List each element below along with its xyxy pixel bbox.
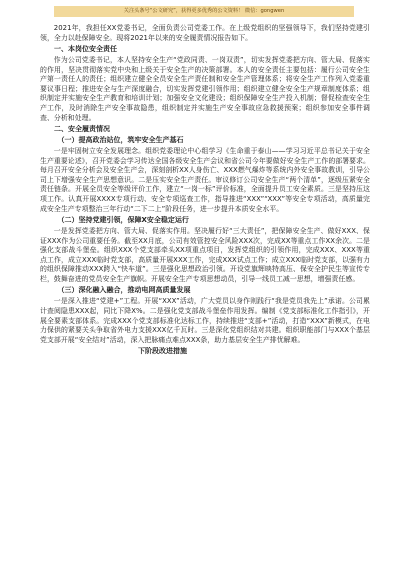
intro-paragraph: 2021年，我担任XX党委书记，全面负责公司党委工作。在上级党组织的坚强领导下，我们坚持党建引领，全力以赴保障安全。现将2021年以来的安全履责情况报告如下。 xyxy=(40,24,370,42)
body-paragraph: 一是发挥党委把方向、管大局、促落实作用。坚决履行好“三大责任”，把保障安全生产、做好XXX、保证XXX作为公司重要任务。截至XX月底，公司有效管控安全风险XXX次，完成XX等重点工作XX余次。二是强化支部战斗堡垒。组织XXX个党支部牵头XX项重点项目，发挥党组织的引领作用，完成XXX、XXX等重点工作，成立XXX临时党支部，高质量开展XXX工作，完成XXX试点工作；成立XXX临时党支部，以强有力的组织保障推动XXX跨入“快车道”。三是强化思想政治引领。开设党旗辉映特高压、保安全护民生等宣传专栏，鼓舞奋进的党员安全生产旗帜。开展安全生产专项思想动员，引导一线员工减一思想，增强责任感。 xyxy=(40,227,370,283)
body-paragraph: 一是牢固树立安全发展理念。组织党委理论中心组学习《生命重于泰山——学习习近平总书记关于安全生产重要论述》，召开党委会学习传达全国各级安全生产会议和省公司今年要做好安全生产工作的部署要求。每月召开安全分析会及安全生产会，深刻剖析XX人身伤亡、XXX燃气爆炸等系统内外安全事故教训，引导公司上下增强安全生产思想意识。二是压实安全生产责任。审议修订公司安全生产“两个清单”，逐级压紧安全责任链条。开展全员安全等级评价工作，建立“一岗一标”评价标准，全面提升员工安全素质。三是坚持压这项工作。认真开展XXXX专项行动、安全专项巡查工作，指导推进“XXX”“XXX”等安全专项活动，高质量完成安全生产专项整治三年行动“二下二上”阶段任务，进一步提升本质安全水平。 xyxy=(40,147,370,213)
body-paragraph: 一是深入推进“党建+”工程。开展“XXX”活动，广大党员以身作则践行“我是党员我先上”承诺。公司累计查阅隐患XXX起，同比下降X%。二是强化党支部战斗堡垒作用发挥。编制《党支部标准化工作指引》，开展全要素支部体系。完成XXX个党支部标准化达标工作，持续推进“支部+”活动，打造“XXX”新模式，在电力保供的紧要关头争取省外电力支援XXX亿千瓦时。三是深化党组织结对共建。组织职能部门与XXX个基层党支部开展“安全结对”活动，深入把脉痛点难点XXX条，助力基层安全生产排忧解难。 xyxy=(40,297,370,344)
section-heading-responsibility: 一、本岗位安全责任 xyxy=(54,44,117,53)
subsection-heading-integration: （三）深化融入融合，推动电网高质量发展 xyxy=(57,286,191,295)
document-body xyxy=(40,24,370,358)
body-paragraph: 作为公司党委书记，本人坚持安全生产“党政同责、一岗双责”，切实发挥党委把方向、管大局、促落实的作用，坚决贯彻落实党中央和上级关于安全生产的决策部署。本人的安全责任主要包括：履行公司安全生产第一责任人的责任；组织建立健全全员安全生产责任制和安全生产管理体系；将安全生产工作列入党委重要议事日程；推进安全与生产深度融合，切实发挥党建引领作用；组织建立健全安全生产规章制度体系；组织制定并实施安全生产教育和培训计划；加强安全文化建设；组织保障安全生产投入机制；督促检查安全生产工作，及时消除生产安全事故隐患，组织制定并实施生产安全事故应急救援预案；组织参加安全事件调查、分析和处理。 xyxy=(40,55,370,122)
subsection-heading-party-leadership: （二）坚持党建引领，保障X安全稳定运行 xyxy=(57,215,189,224)
source-banner: 关注头条号“公文研究”，获得更多优秀的公文资料！ 微信：gongwen xyxy=(54,6,354,17)
section-heading-next-steps: 下阶段改进措施 xyxy=(138,346,187,355)
subsection-heading-political: （一）提高政治站位，筑牢安全生产基石 xyxy=(57,135,184,144)
section-heading-performance: 二、安全履责情况 xyxy=(54,124,110,133)
